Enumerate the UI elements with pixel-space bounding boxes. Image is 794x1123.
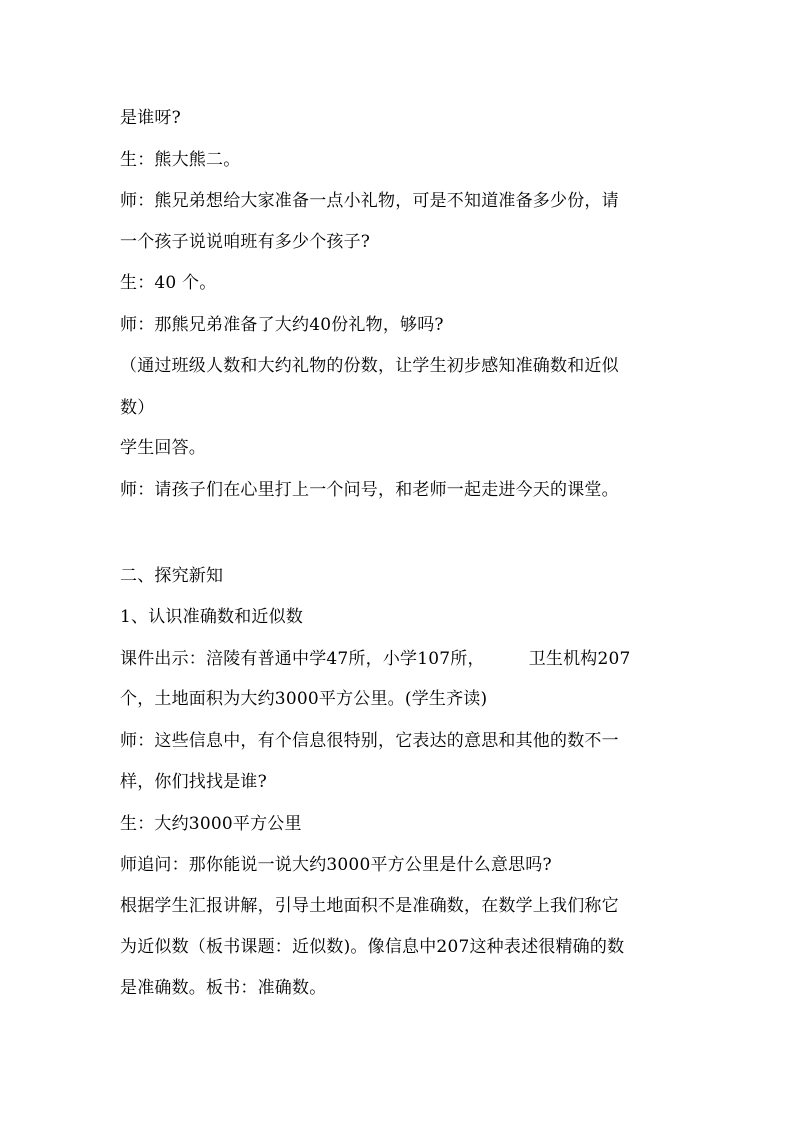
text-line: 生：熊大熊二。 — [120, 150, 241, 170]
text-line: 师：请孩子们在心里打上一个问号，和老师一起走进今天的课堂。 — [120, 480, 619, 500]
text-line: 师：这些信息中，有个信息很特别，它表达的意思和其他的数不一 — [120, 731, 619, 751]
text-segment: 课件出示：涪陵有普通中学47所，小学107所， — [120, 649, 485, 669]
text-line: 生：40 个。 — [120, 273, 217, 293]
text-segment: 卫生机构207 — [528, 649, 631, 669]
text-line: 样，你们找找是谁? — [120, 772, 267, 792]
text-line: 师：那熊兄弟准备了大约40份礼物，够吗? — [120, 315, 444, 335]
text-line: 师：熊兄弟想给大家准备一点小礼物，可是不知道准备多少份，请 — [120, 191, 619, 211]
text-line: 为近似数（板书课题：近似数)。像信息中207这种表述很精确的数 — [120, 937, 625, 957]
text-line: 是谁呀? — [120, 108, 181, 128]
subsection-heading: 1、认识准确数和近似数 — [120, 607, 304, 627]
text-line: 是准确数。板书：准确数。 — [120, 978, 327, 998]
text-line: （通过班级人数和大约礼物的份数，让学生初步感知准确数和近似 — [120, 356, 619, 376]
text-line: 个，土地面积为大约3000平方公里。(学生齐读) — [120, 689, 488, 709]
text-line: 学生回答。 — [120, 438, 206, 458]
text-line: 根据学生汇报讲解，引导土地面积不是准确数，在数学上我们称它 — [120, 896, 619, 916]
text-line: 生：大约3000平方公里 — [120, 814, 302, 834]
text-line: 一个孩子说说咱班有多少个孩子? — [120, 232, 371, 252]
text-line — [120, 649, 631, 669]
text-line: 师追问：那你能说一说大约3000平方公里是什么意思吗? — [120, 855, 552, 875]
section-heading: 二、探究新知 — [120, 566, 224, 586]
text-line: 数） — [120, 398, 155, 418]
